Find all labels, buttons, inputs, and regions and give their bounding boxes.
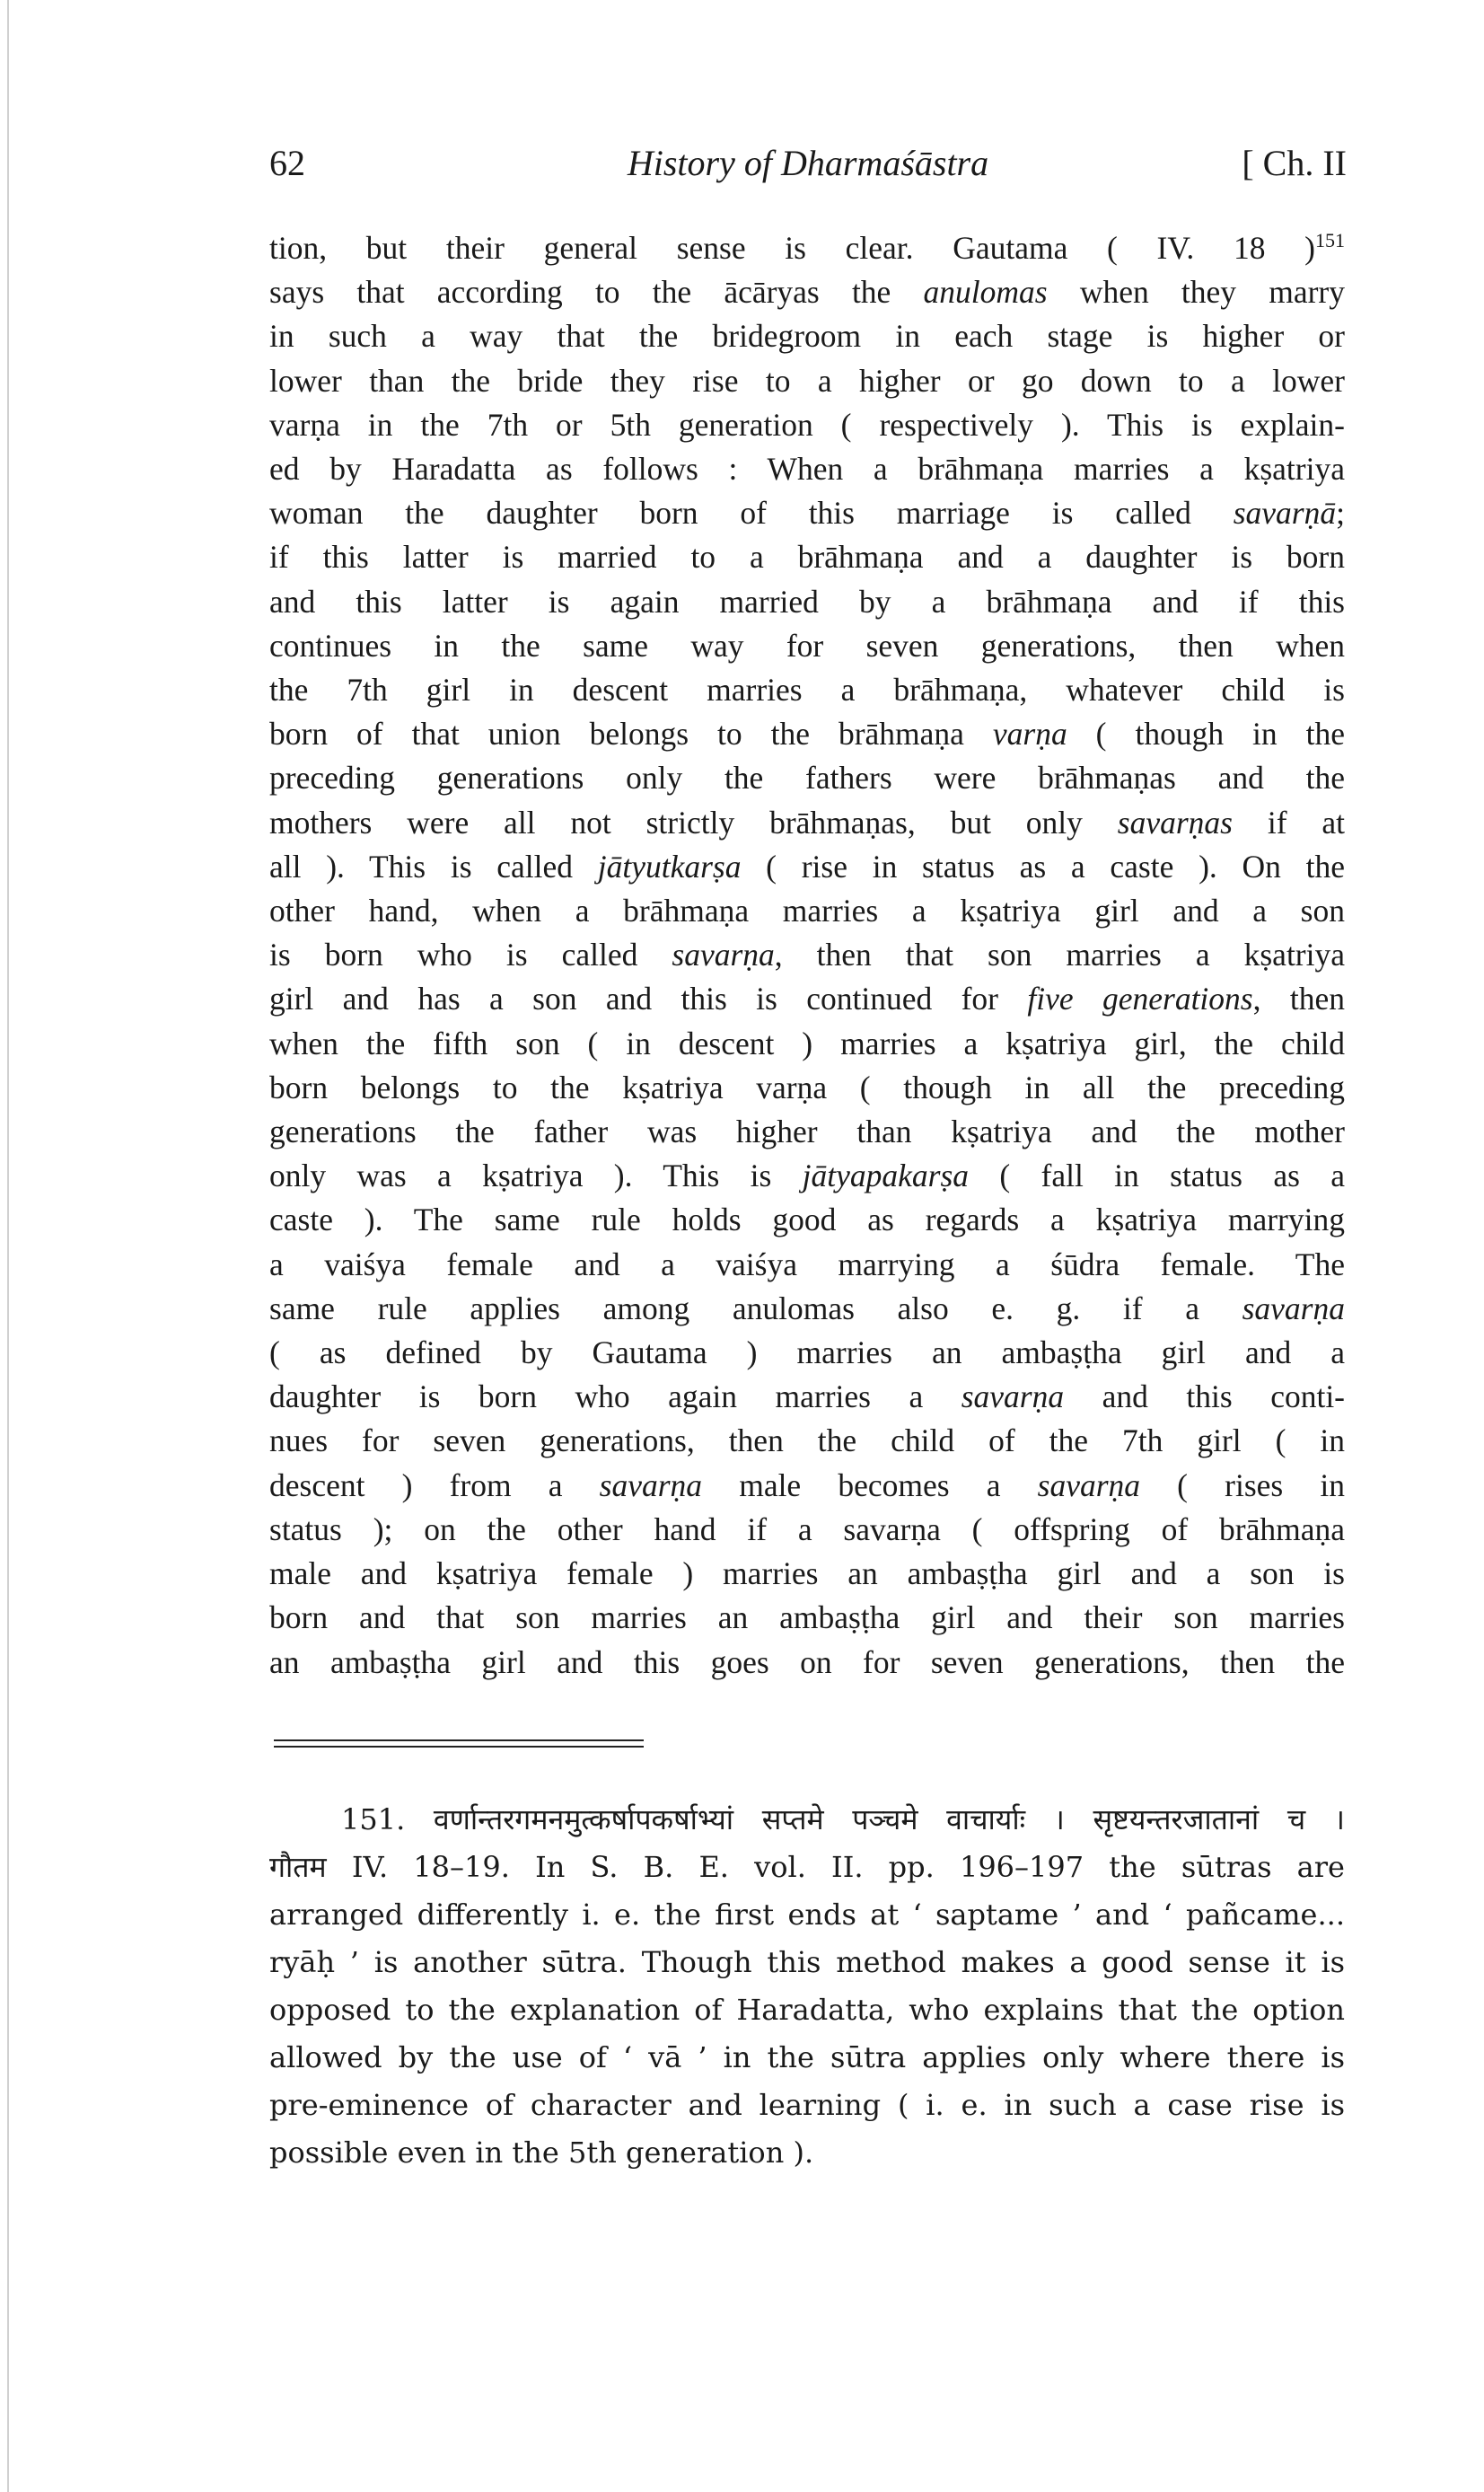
page-number: 62 — [269, 143, 305, 183]
italic-term: savarṇā — [1233, 495, 1337, 532]
body-line: all ). This is called jātyutkarṣa ( rise in status as a caste ). On the — [269, 848, 1345, 885]
body-line: the 7th girl in descent marries a brāhmaṇa, whatever child is — [269, 672, 1345, 709]
body-line: ed by Haradatta as follows : When a brāhmaṇa marries a kṣatriya — [269, 451, 1345, 488]
footnote-line: 151. वर्णान्तरगमनमुत्कर्षापकर्षाभ्यां सप्तमे पञ्चमे वाचार्याः । सृष्टयन्तरजातानां च । — [341, 1802, 1345, 1836]
body-line: is born who is called savarṇa, then that son marries a kṣatriya — [269, 937, 1345, 973]
body-line: generations the father was higher than kṣatriya and the mother — [269, 1114, 1345, 1150]
body-line: says that according to the ācāryas the anulomas when they marry — [269, 274, 1345, 311]
body-line: daughter is born who again marries a savarṇa and this conti- — [269, 1378, 1346, 1415]
italic-term: savarṇas — [1117, 804, 1233, 841]
running-title: History of Dharmaśāstra — [627, 143, 989, 183]
footnote-rule — [274, 1739, 644, 1741]
footnote — [269, 1796, 1345, 2177]
chapter-mark: [ Ch. II — [1242, 143, 1347, 183]
body-line: continues in the same way for seven generations, then when — [269, 627, 1345, 664]
italic-term: jātyutkarṣa — [597, 848, 742, 885]
body-line: born of that union belongs to the brāhmaṇa varṇa ( though in the — [269, 716, 1345, 753]
body-line: male and kṣatriya female ) marries an ambaṣṭha girl and a son is — [269, 1555, 1345, 1592]
body-line: in such a way that the bridegroom in each stage is higher or — [269, 318, 1345, 355]
running-head — [269, 142, 1347, 196]
footnote-line: गौतम IV. 18–19. In S. B. E. vol. II. pp. 196–197 the sūtras are — [269, 1850, 1345, 1884]
body-line: same rule applies among anulomas also e. g. if a savarṇa — [269, 1290, 1345, 1326]
body-line: nues for seven generations, then the child of the 7th girl ( in — [269, 1422, 1345, 1459]
body-line: a vaiśya female and a vaiśya marrying a śūdra female. The — [269, 1246, 1345, 1282]
italic-term: savarṇa — [1242, 1290, 1345, 1326]
italic-term: five generations — [1027, 981, 1253, 1017]
body-line: if this latter is married to a brāhmaṇa and a daughter is born — [269, 539, 1345, 576]
footnote-line: ryāḥ ’ is another sūtra. Though this method makes a good sense it is — [269, 1945, 1345, 1979]
body-line: girl and has a son and this is continued for five generations, then — [269, 981, 1346, 1017]
italic-term: varṇa — [992, 716, 1067, 753]
body-line: when the fifth son ( in descent ) marries a kṣatriya girl, the child — [269, 1025, 1345, 1061]
body-line: tion, but their general sense is clear. Gautama ( IV. 18 )$^{151}$ — [269, 229, 1345, 266]
page-edge-line — [7, 0, 9, 2492]
footnote-line: possible even in the 5th generation ). — [269, 2135, 814, 2170]
body-line: descent ) from a savarṇa male becomes a savarṇa ( rises in — [269, 1466, 1345, 1503]
body-line: other hand, when a brāhmaṇa marries a kṣatriya girl and a son — [269, 893, 1345, 929]
body-line: lower than the bride they rise to a higher or go down to a lower — [269, 362, 1345, 399]
body-line: and this latter is again married by a brāhmaṇa and if this — [269, 583, 1345, 620]
body-line: born belongs to the kṣatriya varṇa ( though in all the preceding — [269, 1069, 1345, 1105]
footnote-line: opposed to the explanation of Haradatta, who explains that the option — [269, 1993, 1345, 2027]
body-line: an ambaṣṭha girl and this goes on for seven generations, then the — [269, 1643, 1345, 1680]
footnote-line: arranged differently i. e. the first ends at ‘ saptame ’ and ‘ pañcame... — [269, 1898, 1345, 1932]
body-line: ( as defined by Gautama ) marries an ambaṣṭha girl and a — [269, 1334, 1345, 1371]
italic-term: savarṇa — [599, 1466, 703, 1503]
body-line: preceding generations only the fathers were brāhmaṇas and the — [269, 760, 1345, 797]
footnote-line: pre-eminence of character and learning ( i. e. in such a case rise is — [269, 2088, 1345, 2122]
footnote-ref: 151 — [1315, 229, 1345, 252]
body-line: caste ). The same rule holds good as regards a kṣatriya marrying — [269, 1202, 1345, 1238]
body-text — [269, 226, 1345, 1685]
body-line: status ); on the other hand if a savarṇa ( offspring of brāhmaṇa — [269, 1510, 1345, 1547]
italic-term: savarṇa — [672, 937, 775, 973]
italic-term: savarṇa — [1037, 1466, 1141, 1503]
body-line: woman the daughter born of this marriage is called savarṇā; — [269, 495, 1345, 532]
body-line: varṇa in the 7th or 5th generation ( respectively ). This is explain- — [269, 406, 1345, 443]
footnote-rule — [274, 1746, 644, 1748]
italic-term: anulomas — [923, 274, 1048, 311]
italic-term: jātyapakarṣa — [802, 1158, 970, 1194]
footnote-line: allowed by the use of ‘ vā ’ in the sūtra applies only where there is — [269, 2040, 1345, 2074]
body-line: mothers were all not strictly brāhmaṇas, but only savarṇas if at — [269, 804, 1346, 841]
body-line: only was a kṣatriya ). This is jātyapakarṣa ( fall in status as a — [269, 1158, 1345, 1194]
body-line: born and that son marries an ambaṣṭha girl and their son marries — [269, 1599, 1345, 1636]
italic-term: savarṇa — [961, 1378, 1065, 1415]
